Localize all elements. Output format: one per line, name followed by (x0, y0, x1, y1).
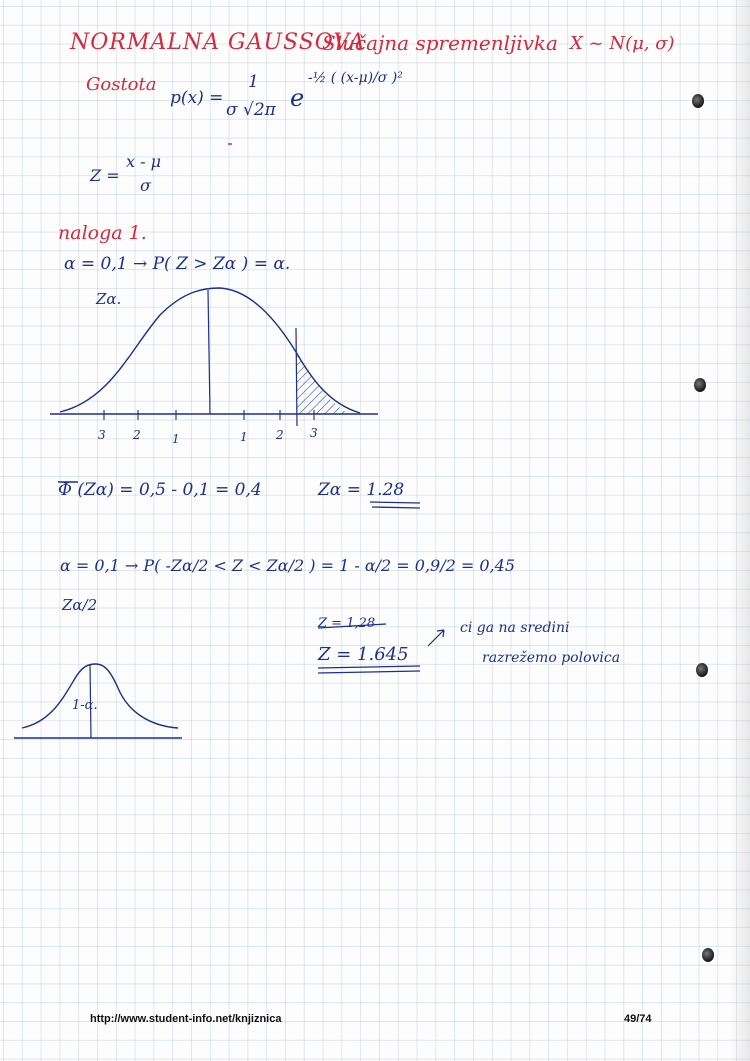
small-bell-curve (22, 664, 178, 728)
crossed-out-value: Z = 1,28 (318, 616, 376, 631)
note-line-1: ci ga na sredini (460, 620, 570, 636)
z-alpha-label: Zα. (96, 290, 122, 308)
axis-tick-marks (104, 410, 314, 420)
small-curve-label: 1-α. (72, 698, 98, 713)
phi-equation: Φ (Zα) = 0,5 - 0,1 = 0,4 (58, 480, 262, 500)
task-line-1: α = 0,1 → P( Z > Zα ) = α. (64, 254, 291, 274)
axis-tick-label: 1 (172, 432, 180, 446)
density-label: Gostota (86, 74, 157, 95)
z-formula-denominator: σ (140, 176, 151, 195)
z-alpha-half-label: Zα/2 (62, 596, 98, 614)
result-underline (318, 666, 420, 668)
page-title: NORMALNA GAUSSOVA (70, 30, 366, 55)
density-formula-denominator: σ √2π (226, 100, 276, 120)
result-underline (372, 507, 420, 508)
axis-tick-label: 2 (276, 428, 284, 442)
result-underline (318, 671, 420, 673)
footer-page-number: 49/74 (624, 1013, 652, 1025)
axis-tick-label: 1 (240, 430, 248, 444)
phi-result: Zα = 1.28 (318, 480, 405, 500)
page-subtitle: Slučajna spremenljivka (322, 31, 558, 55)
axis-tick-label: 3 (310, 426, 318, 440)
mean-line (208, 290, 210, 414)
axis-tick-label: 2 (133, 428, 141, 442)
task-label: naloga 1. (58, 222, 147, 244)
axis-tick-label: 3 (98, 428, 106, 442)
z-formula-numerator: x - μ (126, 152, 161, 171)
z-formula-lhs: Z = (90, 166, 120, 185)
density-formula-exponent: -½ ( (x-μ)/σ )² (308, 70, 403, 86)
density-formula-numerator: 1 (248, 72, 259, 92)
distribution-notation: X ~ N(μ, σ) (570, 33, 675, 54)
result-z-alpha-half: Z = 1.645 (318, 644, 409, 665)
density-formula-exp-base: e (290, 84, 305, 112)
task-line-2: α = 0,1 → P( -Zα/2 < Z < Zα/2 ) = 1 - α/2 = 0,9/2 = 0,45 (60, 556, 515, 575)
note-line-2: razrežemo polovica (482, 650, 621, 666)
arrow (428, 630, 444, 646)
footer-url[interactable]: http://www.student-info.net/knjiznica (90, 1013, 282, 1025)
density-formula-lhs: p(x) = (170, 88, 224, 108)
result-underline (370, 502, 420, 503)
